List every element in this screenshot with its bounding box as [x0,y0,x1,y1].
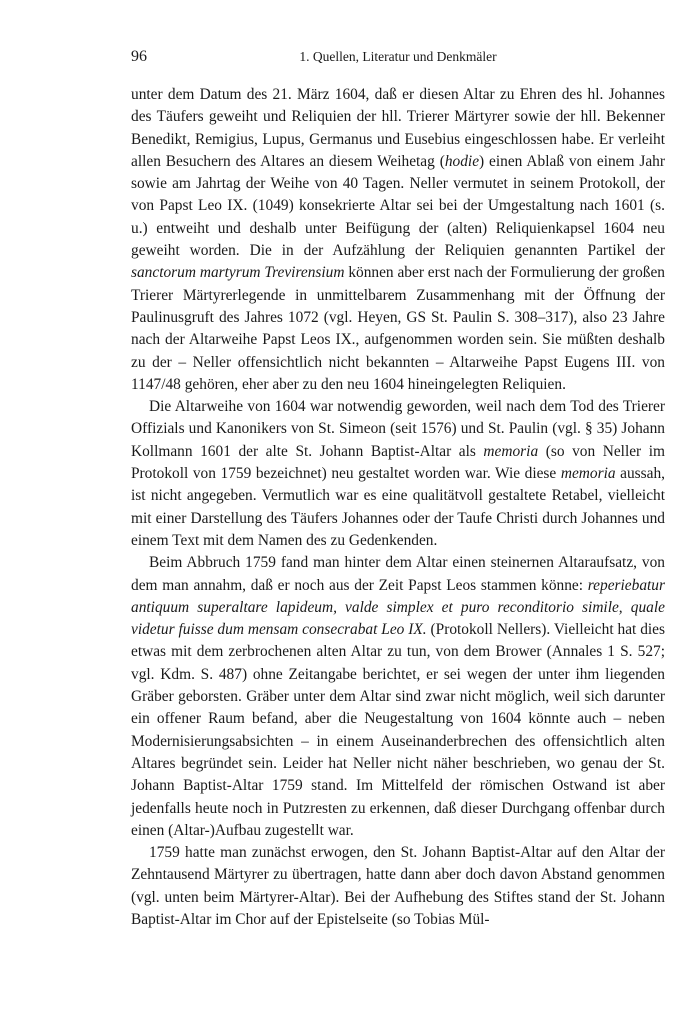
text-run: unter dem Datum des 21. März 1604, daß er diesen Altar zu Ehren des hl. Johannes des Täufers geweiht und Reliquien der hll. Trierer Märtyrer sowie der hll. Bekenner Benedikt, Remigius, Lupus, Germanus und Eusebius eingeschlossen habe. Er verleiht allen Besuchern des Altares an diesem Weihetag ( [131,86,665,170]
italic-text: hodie [444,152,480,170]
paragraph [131,842,665,931]
text-run: können aber erst nach der Formulierung der großen Trierer Märtyrerlegende in unmittelbarem Zusammenhang mit der Öffnung der Paulinusgruft des Jahres 1072 (vgl. Heyen, GS St. Paulin S. 308–317), also 23 Jahre nach der Altarweihe Papst Leos IX., aufgenommen worden sein. Sie müßten deshalb zu der – Neller offensichtlich nicht bekannten – Altarweihe Papst Eugens III. von 1147/48 gehören, eher aber zu den neu 1604 hineingelegten Reliquien. [131,264,665,393]
page [131,48,665,931]
italic-text: memoria [560,465,616,483]
text-run: (so von Neller im Protokoll von 1759 bezeichnet) neu gestaltet worden war. Wie diese [131,442,665,483]
text-run: Beim Abbruch 1759 fand man hinter dem Altar einen steinernen Altaraufsatz, von dem man annahm, daß er noch aus der Zeit Papst Leos stammen könne: [131,554,665,594]
text-run: aussah, ist nicht angegeben. Vermutlich war es eine qualitätvoll gestaltete Retabel, vielleicht mit einer Darstellung des Täufers Johannes oder der Taufe Christi durch Johannes und einem Text mit dem Namen des zu Gedenkenden. [131,465,665,549]
italic-text: reperiebatur antiquum superaltare lapideum, valde simplex et puro reconditorio simile, quale videtur fuisse dum mensam consecrabat Leo IX. [131,576,665,639]
paragraph [131,84,665,396]
running-head [131,48,665,70]
text-run: (Protokoll Nellers). Vielleicht hat dies etwas mit dem zerbrochenen alten Altar zu tun, von dem Brower (Annales 1 S. 527; vgl. Kdm. S. 487) ohne Zeitangabe berichtet, er sei wegen der unter ihm liegenden Gräber geborsten. Gräber unter dem Altar sind zwar nicht möglich, weil sich darunter ein offener Raum befand, aber die Neugestaltung von 1604 könnte auch – neben Modernisierungsabsichten – in einem Auseinanderbrechen des offensichtlich alten Altares begründet sein. Leider hat Neller nicht näher beschrieben, wo genau der St. Johann Baptist-Altar 1759 stand. Im Mittelfeld der römischen Ostwand ist aber jedenfalls heute noch in Putzresten zu erkennen, daß dieser Durchgang offenbar durch einen (Altar-)Aufbau zugestellt war. [131,621,665,839]
italic-text: sanctorum martyrum Trevirensium [131,264,345,282]
page-number: 96 [131,48,147,65]
italic-text: memoria [483,442,539,460]
text-run: 1759 hatte man zunächst erwogen, den St. Johann Baptist-Altar auf den Altar der Zehntausend Märtyrer zu übertragen, hatte dann aber doch davon Abstand genommen (vgl. unten beim Märtyrer-Altar). Bei der Aufhebung des Stiftes stand der St. Johann Baptist-Altar im Chor auf der Epistelseite (so Tobias Mül- [131,844,665,928]
text-run: Die Altarweihe von 1604 war notwendig geworden, weil nach dem Tod des Trierer Offizials und Kanonikers von St. Simeon (seit 1576) und St. Paulin (vgl. § 35) Johann Kollmann 1601 der alte St. Johann Baptist-Altar als [131,398,665,460]
body-text [131,84,665,931]
paragraph [131,396,665,552]
text-run: ) einen Ablaß von einem Jahr sowie am Jahrtag der Weihe von 40 Tagen. Neller vermutet in seinem Protokoll, der von Papst Leo IX. (1049) konsekrierte Altar sei bei der Umgestaltung nach 1601 (s. u.) entweiht und deshalb unter Beifügung der (alten) Reliquienkapsel 1604 neu geweiht worden. Die in der Aufzählung der Reliquien genannten Partikel der [131,152,665,260]
running-head-title: 1. Quellen, Literatur und Denkmäler [299,49,497,64]
paragraph [131,552,665,842]
